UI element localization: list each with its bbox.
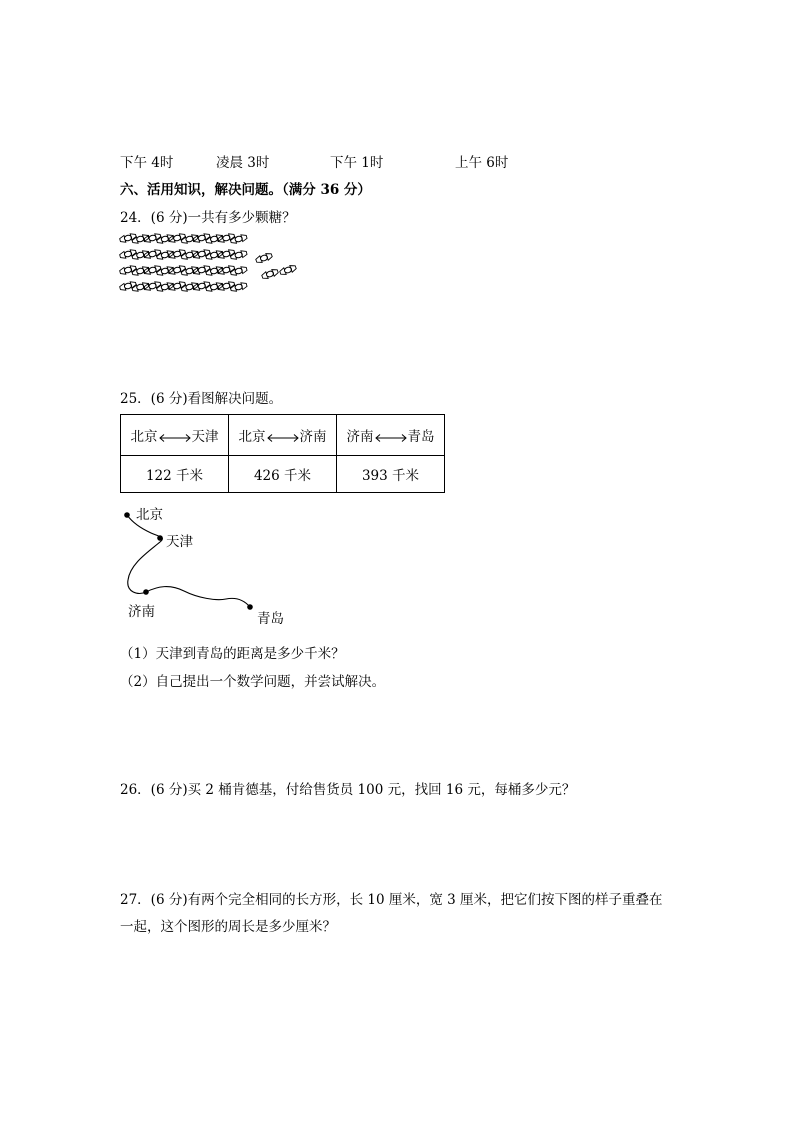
map-label-tianjin: 天津 [166, 534, 193, 550]
route-cell [121, 415, 229, 456]
map-label-beijing: 北京 [136, 507, 163, 523]
table-values-row [121, 456, 445, 493]
route-cell [337, 415, 445, 456]
distance-value: 426 千米 [229, 456, 337, 493]
distance-table [120, 414, 445, 493]
route-from: 北京 [238, 429, 266, 445]
question-27-line-2: 一起，这个图形的周长是多少厘米？ [120, 919, 336, 935]
route-to: 青岛 [407, 429, 435, 445]
question-25: 25．(6 分)看图解决问题。 [120, 391, 283, 407]
table-header-row [121, 415, 445, 456]
candy-icon [255, 252, 273, 264]
tianjin-dot [157, 535, 163, 541]
route-cell [229, 415, 337, 456]
time-3: 下午 1时 [330, 155, 384, 171]
time-2: 凌晨 3时 [216, 155, 270, 171]
double-arrow-icon [374, 433, 408, 443]
route-to: 济南 [299, 429, 327, 445]
question-25-sub-1: （1）天津到青岛的距离是多少千米？ [120, 646, 345, 662]
map-label-qingdao: 青岛 [257, 611, 284, 627]
candy-icon [279, 264, 297, 276]
candy-figure [118, 228, 308, 298]
qingdao-dot [247, 604, 253, 610]
candy-icon [261, 268, 279, 280]
distance-value: 393 千米 [337, 456, 445, 493]
question-26: 26．(6 分)买 2 桶肯德基，付给售货员 100 元，找回 16 元，每桶多少元？ [120, 782, 576, 798]
route-from: 济南 [346, 429, 374, 445]
route-to: 天津 [191, 429, 219, 445]
time-4: 上午 6时 [455, 155, 509, 171]
distance-value: 122 千米 [121, 456, 229, 493]
jinan-dot [143, 589, 149, 595]
double-arrow-icon [266, 433, 300, 443]
times-row [0, 151, 794, 169]
question-24: 24．(6 分)一共有多少颗糖？ [120, 210, 296, 226]
section-6-title: 六、活用知识，解决问题。（满分 36 分） [120, 182, 371, 198]
route-from: 北京 [130, 429, 158, 445]
map-label-jinan: 济南 [128, 604, 155, 620]
time-1: 下午 4时 [120, 155, 174, 171]
question-27-line-1: 27．(6 分)有两个完全相同的长方形，长 10 厘米，宽 3 厘米，把它们按下图的样子重叠在 [120, 892, 663, 908]
beijing-dot [124, 512, 130, 518]
question-25-sub-2: （2）自己提出一个数学问题，并尝试解决。 [120, 674, 386, 690]
double-arrow-icon [158, 433, 192, 443]
